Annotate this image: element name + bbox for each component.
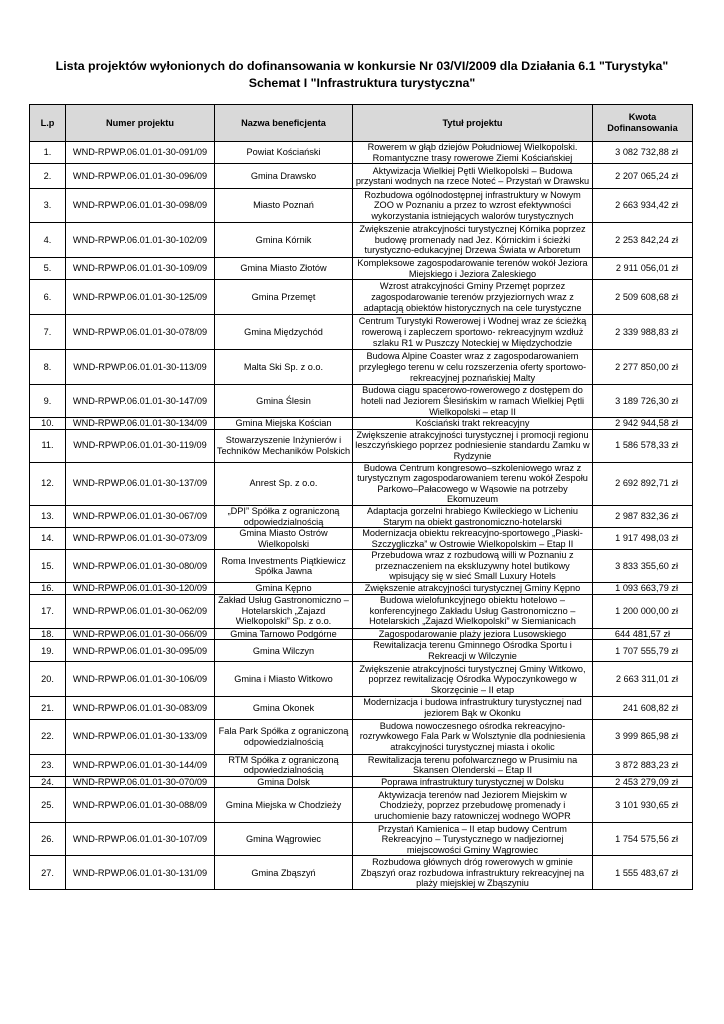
cell-beneficjent: Gmina Miasto Złotów [215, 258, 353, 280]
cell-numer: WND-RPWP.06.01.01-30-078/09 [66, 315, 215, 350]
cell-kwota: 644 481,57 zł [593, 628, 693, 640]
cell-kwota: 2 339 988,83 zł [593, 315, 693, 350]
cell-kwota: 3 833 355,60 zł [593, 550, 693, 583]
table-row [30, 142, 693, 164]
cell-tytul: Budowa Alpine Coaster wraz z zagospodarowaniem przyległego terenu w celu rozszerzenia oferty sportowo-rekreacyjnej poznańskiej Malty [353, 350, 593, 385]
table-row [30, 594, 693, 628]
table-row [30, 788, 693, 823]
table-row [30, 429, 693, 462]
cell-numer: WND-RPWP.06.01.01-30-067/09 [66, 505, 215, 527]
cell-beneficjent: Gmina Miejska Kościan [215, 418, 353, 430]
cell-lp: 2. [30, 164, 66, 189]
cell-beneficjent: Gmina Drawsko [215, 164, 353, 189]
cell-beneficjent: Gmina Kórnik [215, 223, 353, 258]
table-row [30, 697, 693, 719]
header-lp: L.p [30, 105, 66, 142]
cell-beneficjent: Stowarzyszenie Inżynierów i Techników Mechaników Polskich [215, 429, 353, 462]
table-row [30, 462, 693, 505]
cell-lp: 15. [30, 550, 66, 583]
table-row [30, 640, 693, 662]
cell-lp: 10. [30, 418, 66, 430]
projects-table-wrapper [29, 104, 692, 890]
table-row [30, 628, 693, 640]
cell-lp: 24. [30, 776, 66, 788]
cell-numer: WND-RPWP.06.01.01-30-073/09 [66, 528, 215, 550]
cell-tytul: Rewitalizacja terenu pofolwarcznego w Prusimiu na Skansen Olenderski – Etap II [353, 754, 593, 776]
cell-lp: 21. [30, 697, 66, 719]
cell-tytul: Zwiększenie atrakcyjności turystycznej Kórnika poprzez budowę promenady nad Jez. Kórnickim i ścieżki turystyczno-edukacyjnej Drzewa Świata w Arboretum [353, 223, 593, 258]
cell-lp: 9. [30, 385, 66, 418]
table-row [30, 754, 693, 776]
cell-lp: 18. [30, 628, 66, 640]
header-kwota-line1: Kwota [628, 112, 657, 123]
cell-numer: WND-RPWP.06.01.01-30-102/09 [66, 223, 215, 258]
cell-tytul: Zagospodarowanie plaży jeziora Lusowskiego [353, 628, 593, 640]
table-row [30, 823, 693, 856]
cell-lp: 20. [30, 662, 66, 697]
cell-kwota: 2 277 850,00 zł [593, 350, 693, 385]
cell-lp: 11. [30, 429, 66, 462]
table-body [30, 142, 693, 890]
cell-tytul: Modernizacja i budowa infrastruktury turystycznej nad jeziorem Bąk w Okonku [353, 697, 593, 719]
cell-tytul: Aktywizacja Wielkiej Pętli Wielkopolski – Budowa przystani wodnych na rzece Noteć – Przystań w Drawsku [353, 164, 593, 189]
cell-beneficjent: RTM Spółka z ograniczoną odpowiedzialnością [215, 754, 353, 776]
cell-numer: WND-RPWP.06.01.01-30-120/09 [66, 583, 215, 595]
table-row [30, 223, 693, 258]
cell-lp: 1. [30, 142, 66, 164]
cell-numer: WND-RPWP.06.01.01-30-137/09 [66, 462, 215, 505]
cell-tytul: Przebudowa wraz z rozbudową willi w Poznaniu z przeznaczeniem na ekskluzywny hotel butikowy wpisujący się w sieć Small Luxury Hotels [353, 550, 593, 583]
cell-beneficjent: Gmina Przemęt [215, 280, 353, 315]
cell-tytul: Zwiększenie atrakcyjności turystycznej Gminy Witkowo, poprzez rewitalizację Ośrodka Wypoczynkowego w Skorzęcinie – II etap [353, 662, 593, 697]
cell-kwota: 1 754 575,56 zł [593, 823, 693, 856]
cell-lp: 6. [30, 280, 66, 315]
title-line-1: Lista projektów wyłonionych do dofinansowania w konkursie Nr 03/VI/2009 dla Działania 6.1 "Turystyka" [55, 59, 669, 73]
projects-table [29, 104, 693, 890]
cell-lp: 23. [30, 754, 66, 776]
cell-kwota: 3 082 732,88 zł [593, 142, 693, 164]
table-row [30, 505, 693, 527]
table-row [30, 189, 693, 223]
cell-numer: WND-RPWP.06.01.01-30-070/09 [66, 776, 215, 788]
header-kwota [593, 105, 693, 142]
cell-numer: WND-RPWP.06.01.01-30-147/09 [66, 385, 215, 418]
cell-tytul: Zwiększenie atrakcyjności turystycznej i promocji regionu leszczyńskiego poprzez podniesienie standardu Zamku w Rydzynie [353, 429, 593, 462]
table-row [30, 856, 693, 890]
cell-lp: 12. [30, 462, 66, 505]
table-row [30, 583, 693, 595]
cell-numer: WND-RPWP.06.01.01-30-107/09 [66, 823, 215, 856]
cell-beneficjent: Powiat Kościański [215, 142, 353, 164]
cell-kwota: 3 872 883,23 zł [593, 754, 693, 776]
cell-beneficjent: Gmina Wągrowiec [215, 823, 353, 856]
cell-beneficjent: Gmina Zbąszyń [215, 856, 353, 890]
cell-kwota: 1 917 498,03 zł [593, 528, 693, 550]
cell-numer: WND-RPWP.06.01.01-30-098/09 [66, 189, 215, 223]
cell-tytul: Rozbudowa ogólnodostępnej infrastruktury w Nowym ZOO w Poznaniu a przez to wzrost efektywności wykorzystania istniejących walorów turystycznych [353, 189, 593, 223]
cell-lp: 4. [30, 223, 66, 258]
cell-kwota: 3 999 865,98 zł [593, 719, 693, 754]
cell-numer: WND-RPWP.06.01.01-30-091/09 [66, 142, 215, 164]
cell-tytul: Budowa nowoczesnego ośrodka rekreacyjno-rozrywkowego Fala Park w Wolsztynie dla podniesienia atrakcyjności turystycznej miasta i okolic [353, 719, 593, 754]
cell-lp: 22. [30, 719, 66, 754]
cell-tytul: Wzrost atrakcyjności Gminy Przemęt poprzez zagospodarowanie terenów przyjeziornych wraz z adaptacją obiektów historycznych na cele turystyczne [353, 280, 593, 315]
table-row [30, 776, 693, 788]
cell-numer: WND-RPWP.06.01.01-30-144/09 [66, 754, 215, 776]
cell-numer: WND-RPWP.06.01.01-30-106/09 [66, 662, 215, 697]
cell-kwota: 2 692 892,71 zł [593, 462, 693, 505]
cell-beneficjent: Roma Investments Piątkiewicz Spółka Jawna [215, 550, 353, 583]
cell-lp: 17. [30, 594, 66, 628]
cell-numer: WND-RPWP.06.01.01-30-133/09 [66, 719, 215, 754]
cell-tytul: Rozbudowa głównych dróg rowerowych w gminie Zbąszyń oraz rozbudowa infrastruktury rekreacyjnej na plaży miejskiej w Zbąszyniu [353, 856, 593, 890]
cell-numer: WND-RPWP.06.01.01-30-066/09 [66, 628, 215, 640]
cell-kwota: 1 586 578,33 zł [593, 429, 693, 462]
table-row [30, 719, 693, 754]
cell-kwota: 241 608,82 zł [593, 697, 693, 719]
cell-numer: WND-RPWP.06.01.01-30-125/09 [66, 280, 215, 315]
cell-beneficjent: Miasto Poznań [215, 189, 353, 223]
table-row [30, 258, 693, 280]
cell-numer: WND-RPWP.06.01.01-30-083/09 [66, 697, 215, 719]
header-numer: Numer projektu [66, 105, 215, 142]
cell-numer: WND-RPWP.06.01.01-30-113/09 [66, 350, 215, 385]
cell-kwota: 2 663 311,01 zł [593, 662, 693, 697]
title-line-2: Schemat I "Infrastruktura turystyczna" [248, 76, 476, 90]
cell-lp: 16. [30, 583, 66, 595]
cell-kwota: 2 453 279,09 zł [593, 776, 693, 788]
cell-numer: WND-RPWP.06.01.01-30-109/09 [66, 258, 215, 280]
cell-tytul: Budowa Centrum kongresowo–szkoleniowego wraz z turystycznym zagospodarowaniem terenu wokół Zespołu Parkowo–Pałacowego w Wąsowie na potrzeby Ekomuzeum [353, 462, 593, 505]
cell-kwota: 1 555 483,67 zł [593, 856, 693, 890]
table-row [30, 550, 693, 583]
cell-tytul: Poprawa infrastruktury turystycznej w Dolsku [353, 776, 593, 788]
cell-kwota: 3 101 930,65 zł [593, 788, 693, 823]
cell-numer: WND-RPWP.06.01.01-30-131/09 [66, 856, 215, 890]
table-row [30, 164, 693, 189]
cell-kwota: 1 093 663,79 zł [593, 583, 693, 595]
cell-kwota: 2 663 934,42 zł [593, 189, 693, 223]
cell-numer: WND-RPWP.06.01.01-30-095/09 [66, 640, 215, 662]
header-kwota-line2: Dofinansowania [607, 123, 678, 133]
table-row [30, 280, 693, 315]
cell-lp: 5. [30, 258, 66, 280]
cell-lp: 27. [30, 856, 66, 890]
cell-beneficjent: Anrest Sp. z o.o. [215, 462, 353, 505]
cell-beneficjent: Malta Ski Sp. z o.o. [215, 350, 353, 385]
cell-beneficjent: Gmina Wilczyn [215, 640, 353, 662]
cell-numer: WND-RPWP.06.01.01-30-119/09 [66, 429, 215, 462]
cell-lp: 3. [30, 189, 66, 223]
table-row [30, 350, 693, 385]
cell-lp: 19. [30, 640, 66, 662]
cell-tytul: Centrum Turystyki Rowerowej i Wodnej wraz ze ścieżką rowerową i zapleczem sportowo- rekreacyjnym wzdłuż szlaku R1 w Puszczy Noteckiej w Międzychodzie [353, 315, 593, 350]
table-row [30, 418, 693, 430]
table-row [30, 528, 693, 550]
cell-tytul: Kościański trakt rekreacyjny [353, 418, 593, 430]
cell-lp: 14. [30, 528, 66, 550]
cell-tytul: Zwiększenie atrakcyjności turystycznej Gminy Kępno [353, 583, 593, 595]
header-beneficjent: Nazwa beneficjenta [215, 105, 353, 142]
cell-beneficjent: Gmina i Miasto Witkowo [215, 662, 353, 697]
cell-tytul: Aktywizacja terenów nad Jeziorem Miejskim w Chodzieży, poprzez przebudowę promenady i uruchomienie bazy ratowniczej wodnego WOPR [353, 788, 593, 823]
cell-beneficjent: Gmina Okonek [215, 697, 353, 719]
table-row [30, 385, 693, 418]
cell-tytul: Kompleksowe zagospodarowanie terenów wokół Jeziora Miejskiego i Jeziora Zaleskiego [353, 258, 593, 280]
cell-kwota: 2 987 832,36 zł [593, 505, 693, 527]
cell-beneficjent: „DPI” Spółka z ograniczoną odpowiedzialnością [215, 505, 353, 527]
cell-beneficjent: Gmina Tarnowo Podgórne [215, 628, 353, 640]
header-tytul: Tytuł projektu [353, 105, 593, 142]
cell-numer: WND-RPWP.06.01.01-30-096/09 [66, 164, 215, 189]
cell-lp: 13. [30, 505, 66, 527]
cell-beneficjent: Gmina Ślesin [215, 385, 353, 418]
cell-lp: 7. [30, 315, 66, 350]
table-row [30, 662, 693, 697]
cell-kwota: 3 189 726,30 zł [593, 385, 693, 418]
cell-kwota: 1 707 555,79 zł [593, 640, 693, 662]
cell-beneficjent: Zakład Usług Gastronomiczno – Hotelarskich „Zajazd Wielkopolski” Sp. z o.o. [215, 594, 353, 628]
cell-beneficjent: Gmina Kępno [215, 583, 353, 595]
cell-tytul: Budowa ciągu spacerowo-rowerowego z dostępem do hoteli nad Jeziorem Ślesińskim w ramach Wielkiej Pętli Wielkopolski – etap II [353, 385, 593, 418]
cell-kwota: 2 509 608,68 zł [593, 280, 693, 315]
cell-tytul: Adaptacja gorzelni hrabiego Kwileckiego w Licheniu Starym na obiekt gastronomiczno-hotelarski [353, 505, 593, 527]
table-header-row [30, 105, 693, 142]
cell-tytul: Przystań Kamienica – II etap budowy Centrum Rekreacyjno – Turystycznego w nadjeziornej miejscowości Gminy Wągrowiec [353, 823, 593, 856]
cell-lp: 26. [30, 823, 66, 856]
cell-beneficjent: Gmina Miejska w Chodzieży [215, 788, 353, 823]
table-row [30, 315, 693, 350]
cell-kwota: 1 200 000,00 zł [593, 594, 693, 628]
cell-numer: WND-RPWP.06.01.01-30-134/09 [66, 418, 215, 430]
cell-tytul: Rowerem w głąb dziejów Południowej Wielkopolski. Romantyczne trasy rowerowe Ziemi Kościańskiej [353, 142, 593, 164]
cell-beneficjent: Gmina Międzychód [215, 315, 353, 350]
cell-numer: WND-RPWP.06.01.01-30-062/09 [66, 594, 215, 628]
cell-kwota: 2 942 944,58 zł [593, 418, 693, 430]
cell-tytul: Budowa wielofunkcyjnego obiektu hotelowo – konferencyjnego Zakładu Usług Gastronomiczno – Hotelarskich „Zajazd Wielkopolski” w Siemianicach [353, 594, 593, 628]
cell-beneficjent: Gmina Miasto Ostrów Wielkopolski [215, 528, 353, 550]
cell-numer: WND-RPWP.06.01.01-30-080/09 [66, 550, 215, 583]
cell-lp: 25. [30, 788, 66, 823]
cell-beneficjent: Gmina Dolsk [215, 776, 353, 788]
cell-tytul: Rewitalizacja terenu Gminnego Ośrodka Sportu i Rekreacji w Wilczynie [353, 640, 593, 662]
cell-beneficjent: Fala Park Spółka z ograniczoną odpowiedzialnością [215, 719, 353, 754]
cell-kwota: 2 253 842,24 zł [593, 223, 693, 258]
cell-lp: 8. [30, 350, 66, 385]
document-title [0, 58, 724, 92]
cell-kwota: 2 207 065,24 zł [593, 164, 693, 189]
cell-kwota: 2 911 056,01 zł [593, 258, 693, 280]
cell-numer: WND-RPWP.06.01.01-30-088/09 [66, 788, 215, 823]
cell-tytul: Modernizacja obiektu rekreacyjno-sportowego „Piaski-Szczygliczka” w Ostrowie Wielkopolskim – Etap II [353, 528, 593, 550]
